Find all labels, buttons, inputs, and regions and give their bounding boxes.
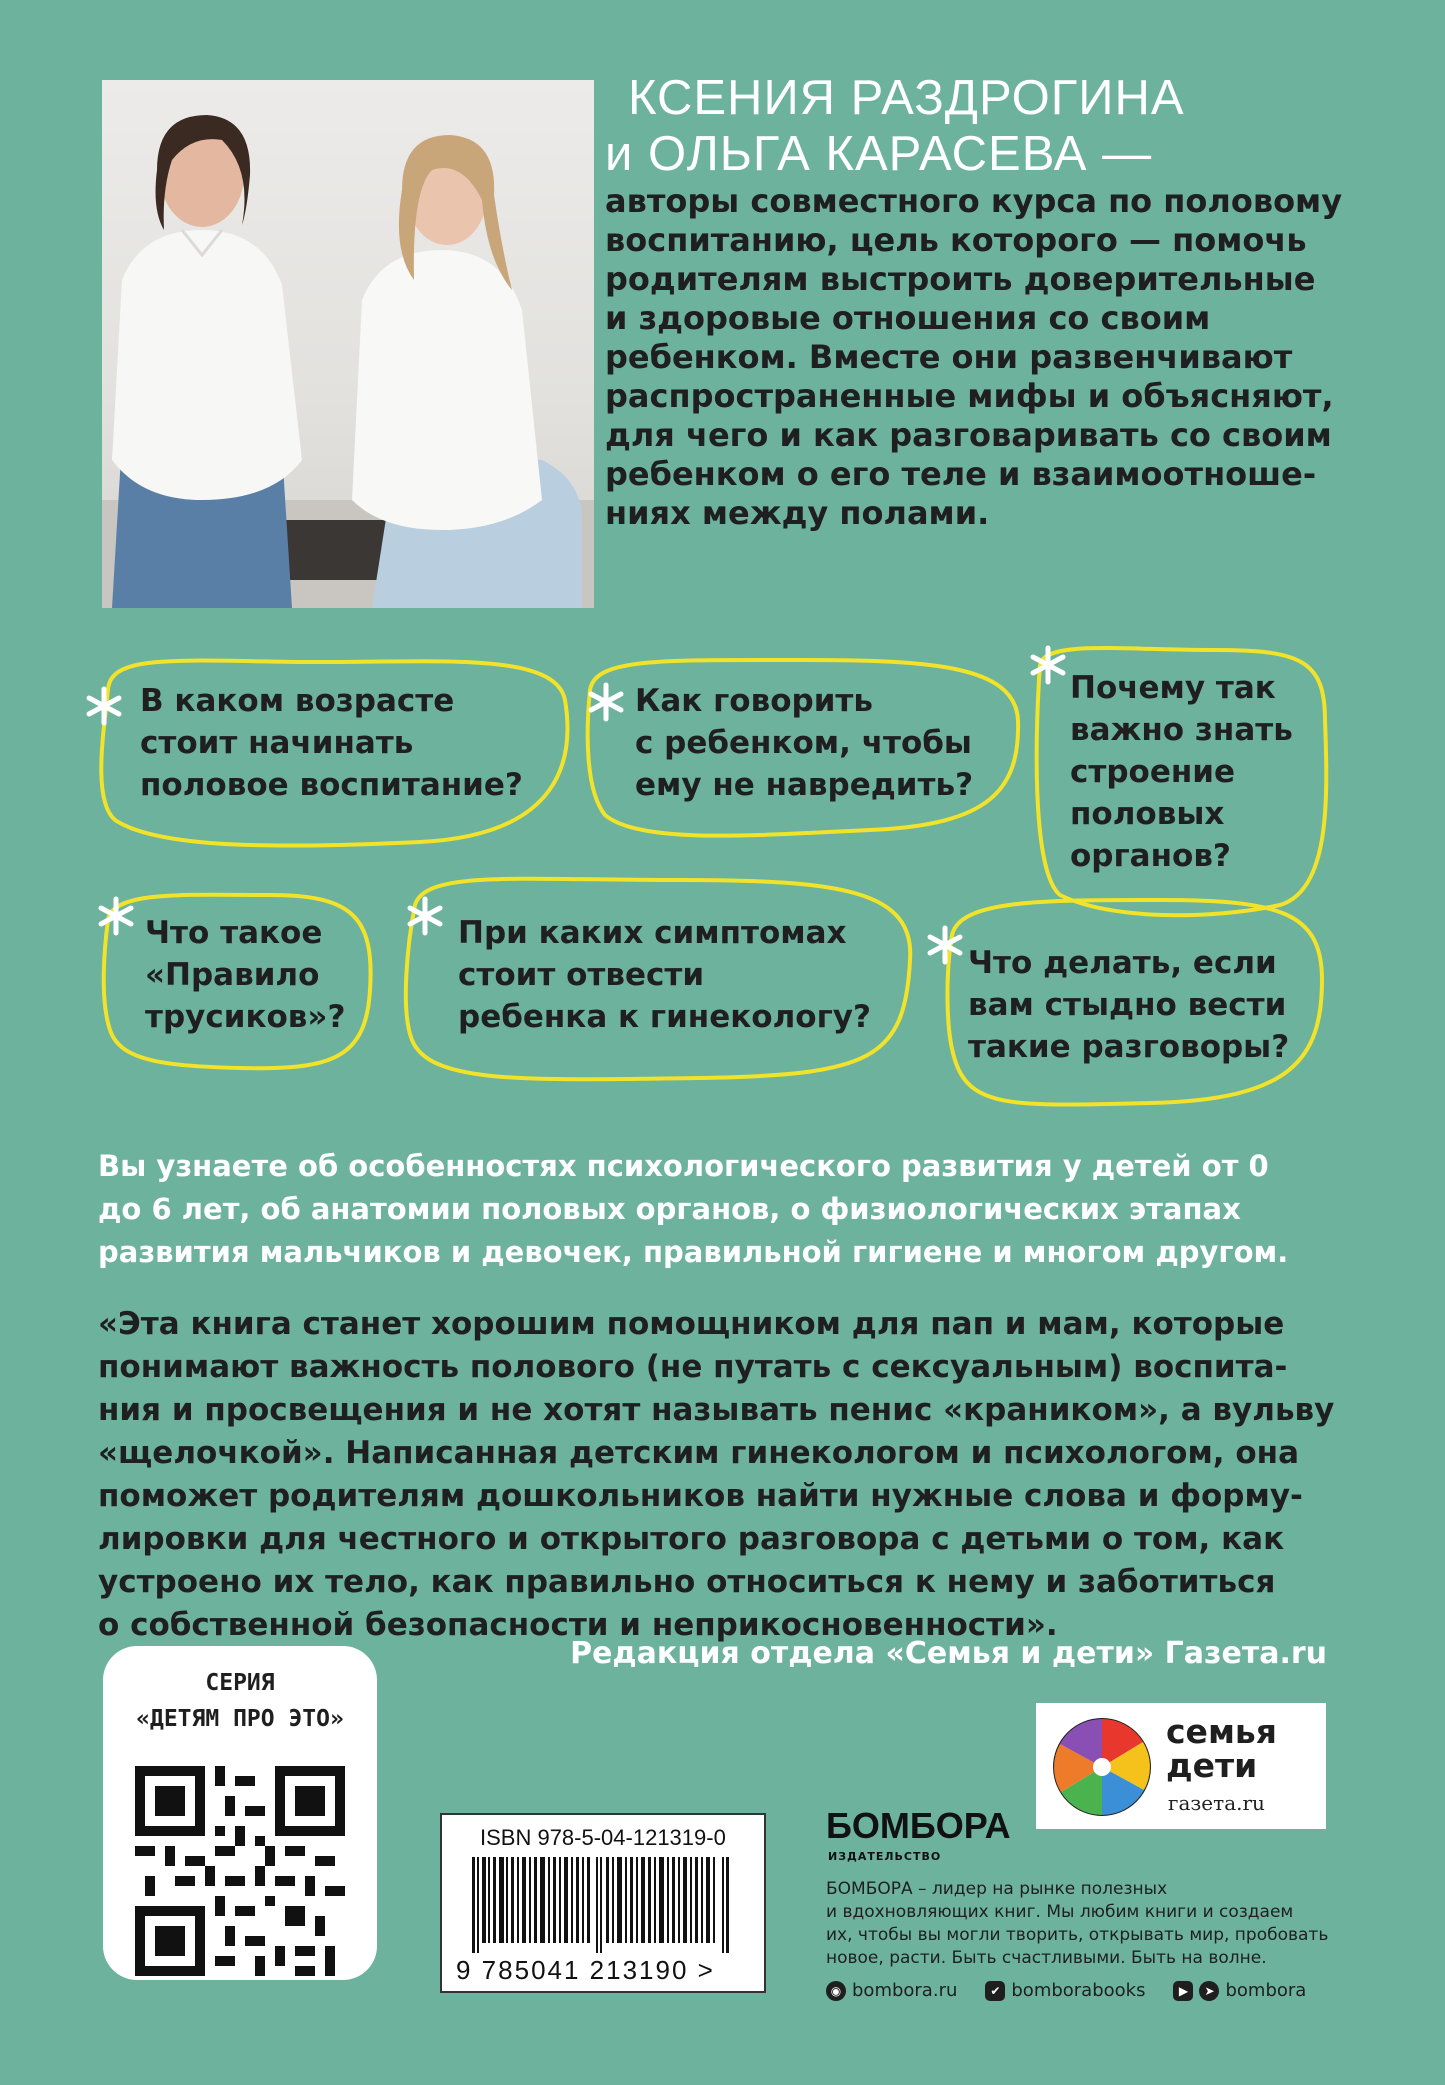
quote-line: «щелочкой». Написанная детским гинекологом и психологом, она — [98, 1435, 1299, 1471]
question-line: половых — [1070, 796, 1225, 832]
question-line: При каких симптомах — [458, 915, 847, 951]
deti-word: дети — [1166, 1746, 1258, 1785]
semya-word: семья — [1166, 1712, 1277, 1751]
question-line: вам стыдно вести — [968, 987, 1287, 1023]
bombora-logo: БОМБОРА — [826, 1805, 1011, 1846]
globe-icon: ◉ — [826, 1981, 846, 2001]
author-conjunction: и — [605, 127, 634, 181]
quote-line: о собственной безопасности и неприкосновенности». — [98, 1607, 1058, 1643]
author-line: воспитанию, цель которого — помочь — [605, 221, 1307, 259]
asterisk-icon — [925, 925, 965, 965]
question-line: органов? — [1070, 838, 1231, 874]
quote-line: «Эта книга станет хорошим помощником для пап и мам, которые — [98, 1306, 1285, 1342]
telegram-icon: ➤ — [1199, 1981, 1219, 2001]
question-line: Что делать, если — [968, 945, 1277, 981]
author-line: для чего и как разговаривать со своим — [605, 416, 1332, 454]
question-line: стоит отвести — [458, 957, 705, 993]
social-messengers-label: bombora — [1225, 1980, 1307, 2001]
social-vk[interactable] — [985, 1980, 1145, 2001]
bombora-publisher-label: ИЗДАТЕЛЬСТВО — [828, 1850, 942, 1863]
bombora-line: и вдохновляющих книг. Мы любим книги и создаем — [826, 1902, 1294, 1922]
author-line: родителям выстроить доверительные — [605, 260, 1316, 298]
question-line: с ребенком, чтобы — [635, 725, 972, 761]
social-messengers[interactable] — [1173, 1980, 1306, 2001]
semya-deti-title — [1166, 1712, 1277, 1785]
asterisk-icon — [84, 686, 124, 726]
author-line: ниях между полами. — [605, 494, 990, 532]
question-line: половое воспитание? — [140, 767, 523, 803]
question-line: ребенка к гинекологу? — [458, 999, 871, 1035]
question-line: такие разговоры? — [968, 1029, 1290, 1065]
question-line: строение — [1070, 754, 1236, 790]
lead-line: до 6 лет, об анатомии половых органов, о физиологических этапах — [98, 1192, 1241, 1226]
question-6 — [968, 942, 1289, 1068]
author-name-2: ОЛЬГА КАРАСЕВА — — [648, 127, 1153, 181]
series-card — [103, 1646, 377, 1980]
author-line: ребенком о его теле и взаимоотноше- — [605, 455, 1317, 493]
lead-line: Вы узнаете об особенностях психологического развития у детей от 0 — [98, 1149, 1269, 1183]
review-quote — [98, 1303, 1360, 1647]
quote-source: Редакция отдела «Семья и дети» Газета.ru — [570, 1636, 1327, 1671]
isbn-number: ISBN 978-5-04-121319-0 — [480, 1825, 726, 1850]
asterisk-icon — [96, 896, 136, 936]
question-2 — [635, 680, 973, 806]
barcode-digits: 9 785041 213190 > — [456, 1955, 715, 1985]
quote-line: лировки для честного и открытого разговора с детьми о том, как — [98, 1521, 1285, 1557]
lead-line: развития мальчиков и девочек, правильной гигиене и многом другом. — [98, 1235, 1289, 1269]
author-name-1: КСЕНИЯ РАЗДРОГИНА — [628, 71, 1185, 125]
quote-line: поможет родителям дошкольников найти нужные слова и форму- — [98, 1478, 1303, 1514]
asterisk-icon — [1028, 645, 1068, 685]
author-line: распространенные мифы и объясняют, — [605, 377, 1334, 415]
gazeta-ru-label: газета.ru — [1168, 1791, 1265, 1815]
quote-line: устроено их тело, как правильно относиться к нему и заботиться — [98, 1564, 1276, 1600]
author-line: авторы совместного курса по половому — [605, 182, 1343, 220]
social-website-label: bombora.ru — [852, 1980, 958, 2001]
question-4 — [145, 912, 345, 1038]
asterisk-icon — [405, 896, 445, 936]
quote-line: понимают важность полового (не путать с сексуальным) воспита- — [98, 1349, 1288, 1385]
question-line: Что такое — [145, 915, 323, 951]
barcode-icon — [472, 1857, 734, 1953]
social-vk-label: bomborabooks — [1011, 1980, 1146, 2001]
author-line: ребенком. Вместе они развенчивают — [605, 338, 1293, 376]
question-line: трусиков»? — [145, 999, 346, 1035]
bombora-description — [826, 1878, 1346, 1970]
bombora-line: их, чтобы вы могли творить, открывать мир, пробовать — [826, 1925, 1329, 1945]
series-name: «ДЕТЯМ ПРО ЭТО» — [136, 1706, 344, 1732]
question-line: Как говорить — [635, 683, 873, 719]
question-line: важно знать — [1070, 712, 1293, 748]
beach-ball-icon — [1050, 1715, 1154, 1819]
question-line: «Правило — [145, 957, 320, 993]
question-line: Почему так — [1070, 670, 1276, 706]
question-line: В каком возрасте — [140, 683, 455, 719]
qr-code-icon[interactable] — [135, 1766, 345, 1976]
bombora-line: БОМБОРА – лидер на рынке полезных — [826, 1879, 1168, 1899]
question-line: стоит начинать — [140, 725, 414, 761]
semya-deti-logo-card — [1036, 1703, 1326, 1829]
asterisk-icon — [586, 682, 626, 722]
question-3 — [1070, 667, 1293, 877]
quote-line: ния и просвещения и не хотят называть пенис «краником», а вульву — [98, 1392, 1335, 1428]
question-5 — [458, 912, 871, 1038]
social-links — [826, 1980, 1306, 2001]
lead-paragraph — [98, 1145, 1348, 1274]
author-line: и здоровые отношения со своим — [605, 299, 1211, 337]
bombora-line: новое, расти. Быть счастливыми. Быть на волне. — [826, 1948, 1267, 1968]
social-website[interactable] — [826, 1980, 957, 2001]
vk-icon: ✔ — [985, 1981, 1005, 2001]
series-label: СЕРИЯ — [205, 1670, 275, 1696]
question-line: ему не навредить? — [635, 767, 974, 803]
youtube-icon: ▶ — [1173, 1981, 1193, 2001]
isbn-barcode-box — [440, 1813, 766, 1993]
question-1 — [140, 680, 523, 806]
